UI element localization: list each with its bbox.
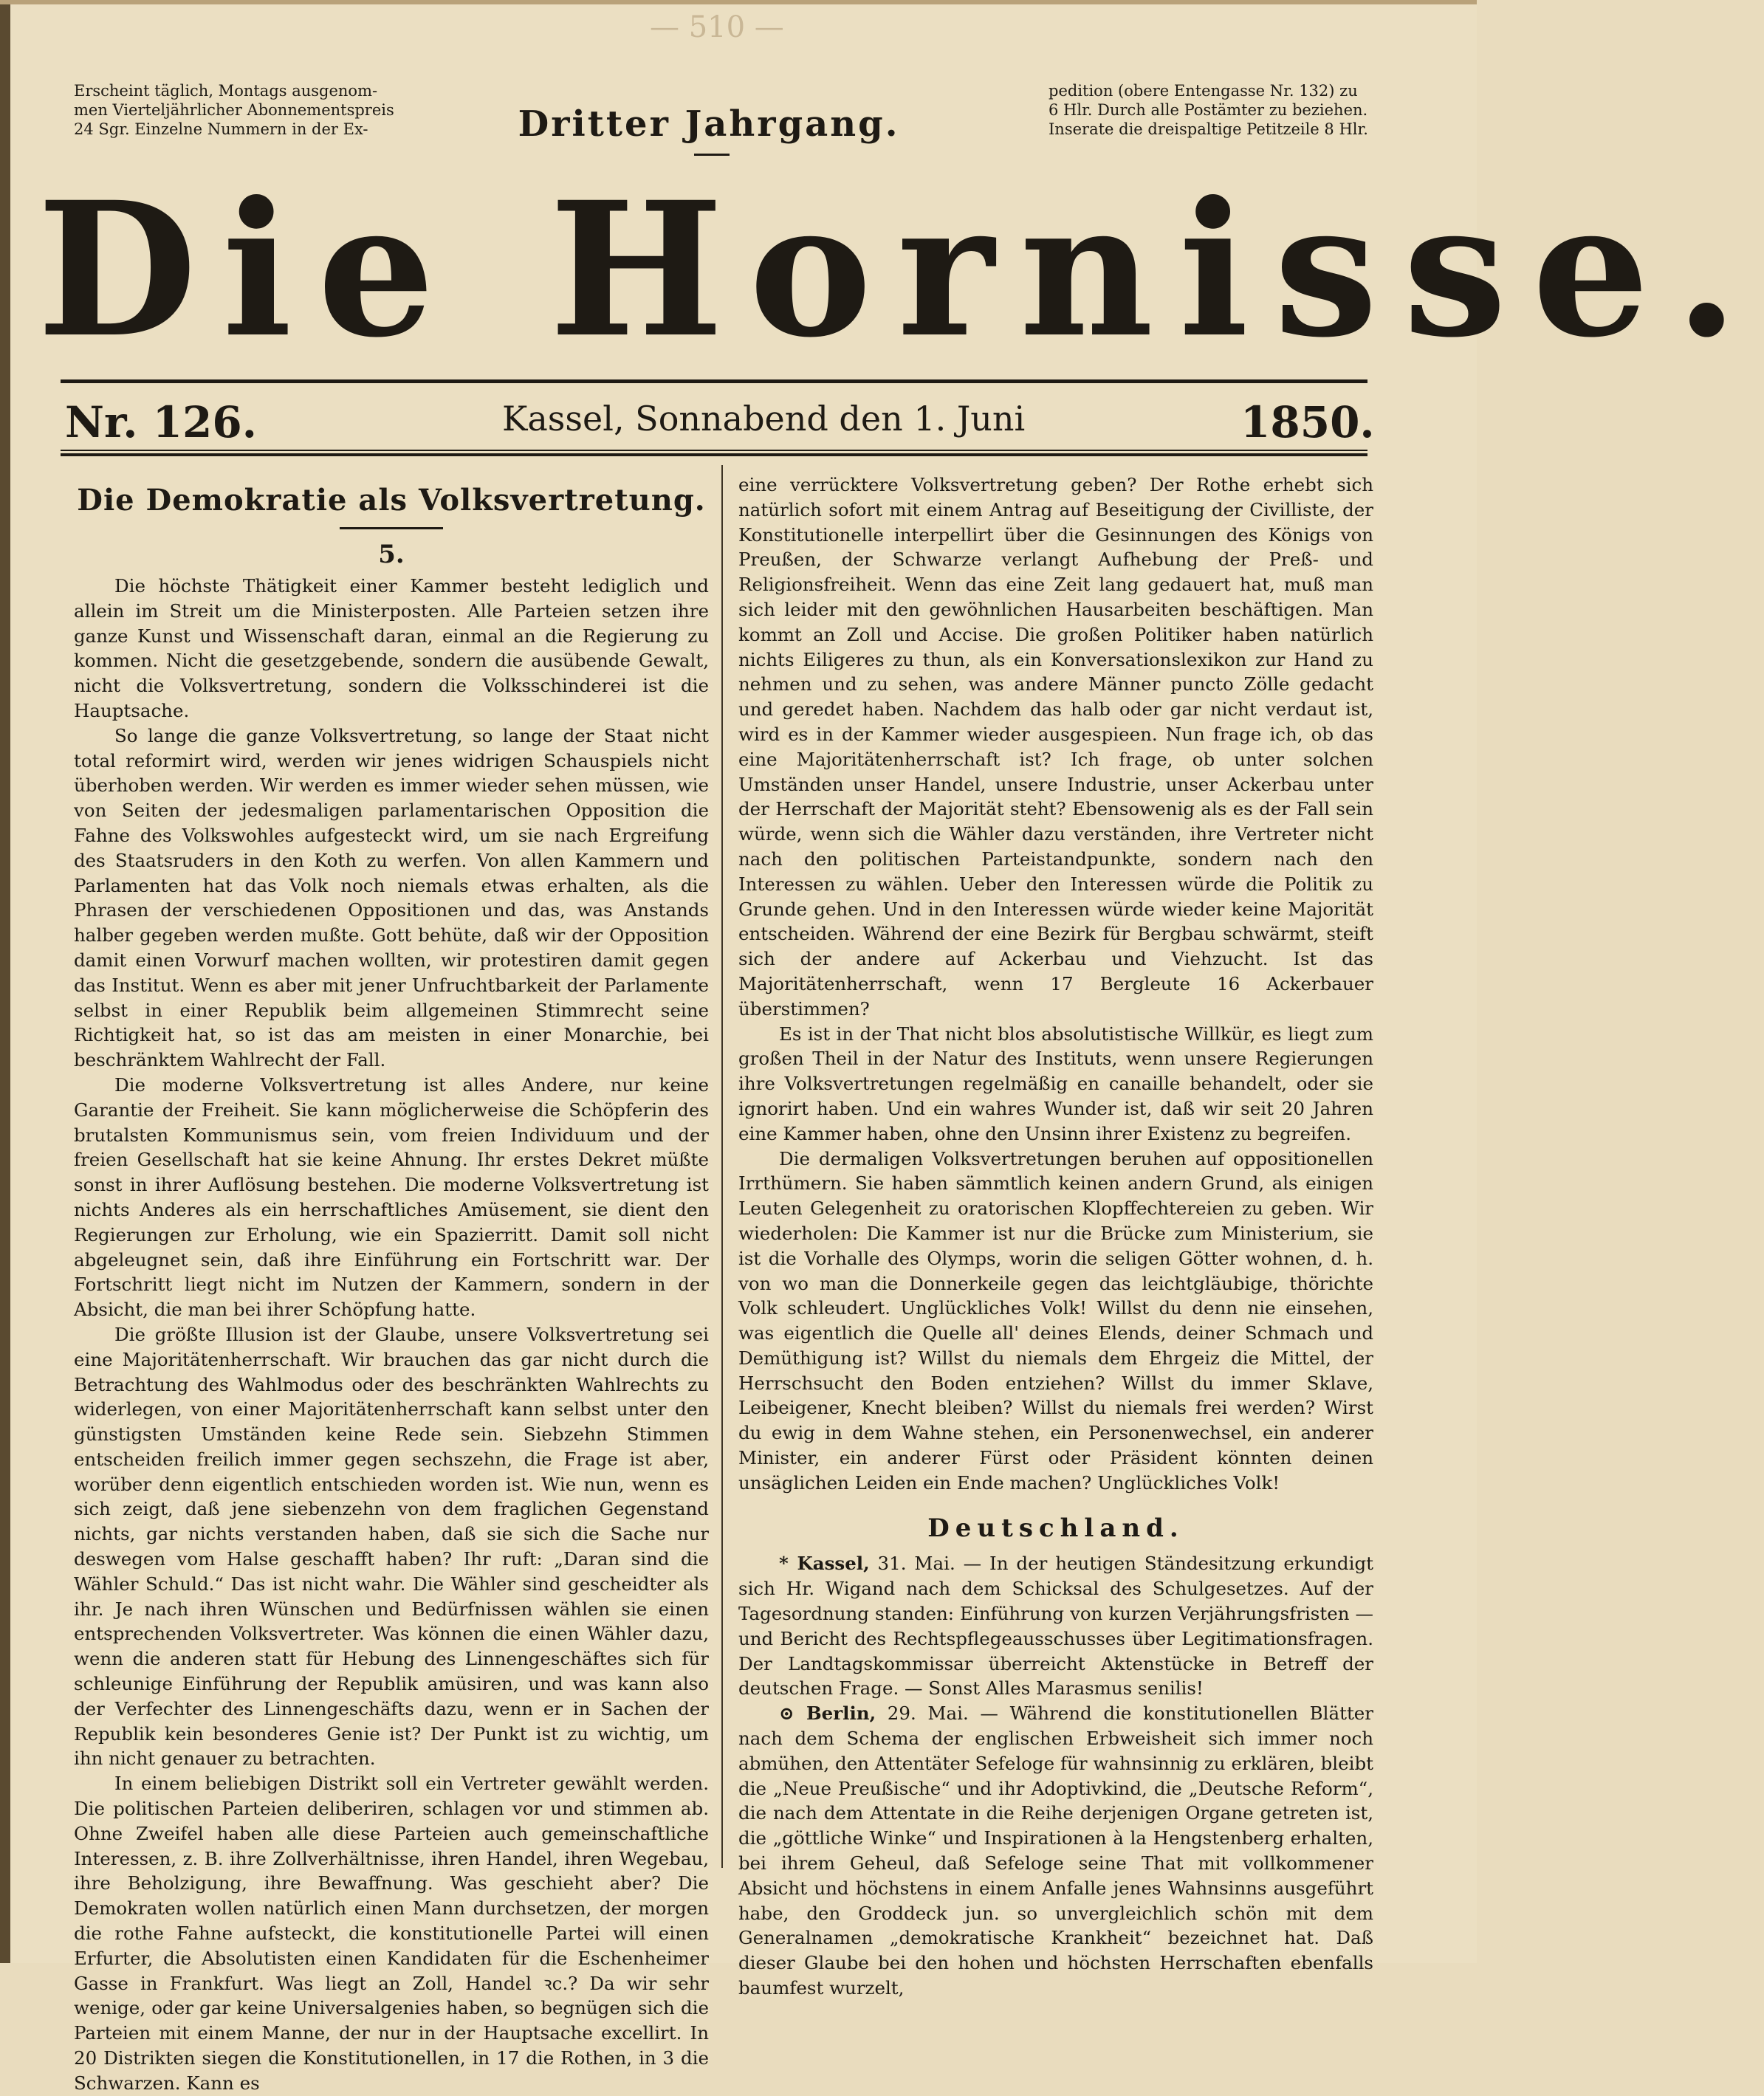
notice-line: Inserate die dreispaltige Petitzeile 8 Hlr. — [1049, 120, 1368, 138]
article-paragraph: Es ist in der That nicht blos absolutistische Willkür, es liegt zum großen Theil in der Natur des Instituts, wenn unsere Regierungen ihre Volksvertretungen regelmäßig en canaille behandelt, oder sie ignorirt haben. Und ein wahres Wunder ist, daß wir seit 20 Jahren eine Kammer haben, ohne den Unsinn ihrer Existenz zu begreifen. — [738, 1023, 1373, 1144]
volume-rule — [694, 154, 730, 156]
right-column — [738, 473, 1373, 2001]
masthead-title: Die Hornisse. — [37, 161, 1764, 378]
column-divider — [721, 465, 723, 1868]
article-part-number: 5. — [378, 540, 405, 569]
news-item — [738, 1551, 1373, 1701]
subscription-notice-right — [1049, 81, 1366, 139]
article-paragraph: So lange die ganze Volksvertretung, so lange der Staat nicht total reformirt wird, werden wir jenes widrigen Schauspiels nicht überhoben werden. Wir werden es immer wieder sehen müssen, wie von Seiten der jedesmaligen parlamentarischen Opposition die Fahne des Volkswohles aufgesteckt wird, um sie nach Ergreifung des Staatsruders in den Koth zu werfen. Von allen Kammern und Parlamenten hat das Volk noch niemals etwas erhalten, als die Phrasen der verschiedenen Oppositionen und das, was Anstands halber gegeben werden mußte. Gott behüte, daß wir der Opposition damit einen Vorwurf machen wollten, wir protestiren damit gegen das Institut. Wenn es aber mit jener Unfruchtbarkeit der Parlamente selbst in einer Republik beim allgemeinen Stimmrecht seine Richtigkeit hat, so ist das am meisten in einer Monarchie, bei beschränktem Wahlrecht der Fall. — [74, 724, 709, 1071]
issue-number: Nr. 126. — [65, 397, 257, 447]
article-title: Die Demokratie als Volksvertretung. — [77, 483, 706, 518]
news-item — [738, 1701, 1373, 2001]
issue-year: 1850. — [1240, 397, 1375, 447]
article-paragraph: Die dermaligen Volksvertretungen beruhen auf oppositionellen Irrthümern. Sie haben sämmtlich keinen andern Grund, als einigen Leuten Gelegenheit zu oratorischen Klopffechtereien zu geben. Wir wiederholen: Die Kammer ist nur die Brücke zum Ministerium, sie ist die Vorhalle des Olymps, worin die seligen Götter wohnen, d. h. von wo man die Donnerkeile gegen das leichtgläubige, thörichte Volk schleudert. Unglückliches Volk! Willst du denn nie einsehen, was eigentlich die Quelle all' deines Elends, deiner Schmach und Demüthigung ist? Willst du niemals dem Ehrgeiz die Mittel, der Herrschsucht den Boden entziehen? Willst du immer Sklave, Leibeigener, Knecht bleiben? Willst du niemals frei werden? Wirst du ewig in dem Wahne stehen, ein Personenwechsel, ein anderer Minister, ein anderer Fürst oder Präsident könnten deinen unsäglichen Leiden ein Ende machen? Unglückliches Volk! — [738, 1147, 1373, 1494]
article-paragraph: Die moderne Volksvertretung ist alles Andere, nur keine Garantie der Freiheit. Sie kann möglicherweise die Schöpferin des brutalsten Kommunismus sein, vom freien Individuum und der freien Gesellschaft hat sie keine Ahnung. Ihr erstes Dekret müßte sonst in ihrer Auflösung bestehen. Die moderne Volksvertretung ist nichts Anderes als ein herrschaftliches Amüsement, sie dient den Regierungen zur Erholung, wie ein Spazierritt. Damit soll nicht abgeleugnet sein, daß ihre Einführung ein Fortschritt war. Der Fortschritt liegt nicht im Nutzen der Kammern, sondern in der Absicht, die man bei ihrer Schöpfung hatte. — [74, 1073, 709, 1321]
notice-line: pedition (obere Entengasse Nr. 132) zu — [1049, 82, 1358, 100]
notice-line: Erscheint täglich, Montags ausgenom- — [74, 82, 378, 100]
news-text: 31. Mai. — In der heutigen Ständesitzung erkundigt sich Hr. Wigand nach dem Schicksal des Schulgesetzes. Auf der Tagesordnung standen: Einführung von kurzen Verjährungsfristen — und Bericht des Rechtspflegeausschusses über Legitimationsfragen. Der Landtagskommissar überreicht Aktenstücke in Betreff der deutschen Frage. — Sonst Alles Marasmus senilis! — [738, 1553, 1373, 1700]
article-paragraph: In einem beliebigen Distrikt soll ein Vertreter gewählt werden. Die politischen Parteien deliberiren, schlagen vor und stimmen ab. Ohne Zweifel haben alle diese Parteien auch gemeinschaftliche Interessen, z. B. ihre Zollverhältnisse, ihren Handel, ihren Wegebau, ihre Beholzigung, ihre Bewaffnung. Was geschieht aber? Die Demokraten wollen natürlich einen Mann durchsetzen, der morgen die rothe Fahne aufsteckt, die konstitutionelle Partei will einen Erfurter, die Absolutisten einen Kandidaten für die Eschenheimer Gasse in Frankfurt. Was liegt an Zoll, Handel ꝛc.? Da wir sehr wenige, oder gar keine Universalgenies haben, so begnügen sich die Parteien mit einem Manne, der nur in der Hauptsache excellirt. In 20 Distrikten siegen die Konstitutionellen, in 17 die Rothen, in 3 die Schwarzen. Kann es — [74, 1773, 709, 2094]
subscription-notice-left — [74, 81, 394, 139]
news-dateline: ⊙ Berlin, — [779, 1702, 876, 1725]
page-top-edge — [0, 0, 1477, 4]
dateline-rule-thick — [61, 453, 1367, 456]
page-number: — 510 — — [650, 10, 784, 44]
page-binding-edge — [0, 0, 10, 1963]
news-dateline: * Kassel, — [779, 1553, 870, 1575]
notice-line: 6 Hlr. Durch alle Postämter zu beziehen. — [1049, 101, 1368, 119]
article-paragraph: Die höchste Thätigkeit einer Kammer besteht lediglich und allein im Streit um die Ministerposten. Alle Parteien setzen ihre ganze Kunst und Wissenschaft daran, einmal an die Regierung zu kommen. Nicht die gesetzgebende, sondern die ausübende Gewalt, nicht die Volksvertretung, sondern die Volksschinderei ist die Hauptsache. — [74, 575, 709, 721]
dateline-rule-thin — [61, 450, 1367, 451]
left-column — [74, 473, 709, 2096]
news-text: 29. Mai. — Während die konstitutionellen Blätter nach dem Schema der englischen Erbweisheit sich immer noch abmühen, den Attentäter Sefeloge für wahnsinnig zu erklären, bleibt die „Neue Preußische“ und ihr Adoptivkind, die „Deutsche Reform“, die nach dem Attentate in die Reihe derjenigen Organe getreten ist, die „göttliche Winke“ und Inspirationen à la Hengstenberg erhalten, bei ihrem Geheul, daß Sefeloge seine That mit vollkommener Absicht und höchstens in einem Anfalle jenes Wahnsinns ausgeführt habe, den Groddeck jun. so unvergleichlich schön mit dem Generalnamen „demokratische Krankheit“ bezeichnet hat. Daß dieser Glaube bei den hohen und höchsten Herrschaften ebenfalls baumfest wurzelt, — [738, 1702, 1374, 1999]
issue-place-date: Kassel, Sonnabend den 1. Juni — [502, 399, 1026, 439]
notice-line: 24 Sgr. Einzelne Nummern in der Ex- — [74, 120, 368, 138]
title-rule — [340, 527, 443, 529]
article-paragraph: eine verrücktere Volksvertretung geben? Der Rothe erhebt sich natürlich sofort mit einem Antrag auf Beseitigung der Civilliste, der Konstitutionelle interpellirt über die Gesinnungen des Königs von Preußen, der Schwarze verlangt Aufhebung der Preß- und Religionsfreiheit. Wenn das eine Zeit lang gedauert hat, muß man sich leider mit den gewöhnlichen Hausarbeiten beschäftigen. Man kommt an Zoll und Accise. Die großen Politiker haben natürlich nichts Eiligeres zu thun, als ein Konversationslexikon zur Hand zu nehmen und zu sehen, was andere Männer puncto Zölle gedacht und geredet haben. Nachdem das halb oder gar nicht verdaut ist, wird es in der Kammer wieder ausgespieen. Nun frage ich, ob das eine Majoritätenherrschaft ist? Ich frage, ob unter solchen Umständen unser Handel, unsere Industrie, unser Ackerbau unter der Herrschaft der Majorität steht? Ebensowenig als es der Fall sein würde, wenn sich die Wähler dazu verständen, ihre Vertreter nicht nach den politischen Parteistandpunkte, sondern nach den Interessen zu wählen. Ueber den Interessen würde die Politik zu Grunde gehen. Und in den Interessen würde wieder keine Majorität entscheiden. Während der eine Bezirk für Bergbau schwärmt, steift sich der andere auf Ackerbau und Viehzucht. Ist das Majoritätenherrschaft, wenn 17 Bergleute 16 Ackerbauer überstimmen? — [738, 474, 1373, 1020]
notice-line: men Vierteljährlicher Abonnementspreis — [74, 101, 394, 119]
volume-label: Dritter Jahrgang. — [518, 103, 900, 145]
masthead-rule — [61, 379, 1367, 383]
article-paragraph: Die größte Illusion ist der Glaube, unsere Volksvertretung sei eine Majoritätenherrschaft. Wir brauchen das gar nicht durch die Betrachtung des Wahlmodus oder des beschränkten Wahlrechts zu widerlegen, von einer Majoritätenherrschaft kann selbst unter den günstigsten Umständen keine Rede sein. Siebzehn Stimmen entscheiden freilich immer gegen sechszehn, die Frage ist aber, worüber denn eigentlich entschieden worden ist. Wie nun, wenn es sich zeigt, daß jene siebenzehn von dem fraglichen Gegenstand nichts, gar nichts verstanden haben, daß sie sich die Sache nur deswegen vom Halse geschafft haben? Ihr ruft: „Daran sind die Wähler Schuld.“ Das ist nicht wahr. Die Wähler sind gescheidter als ihr. Je nach ihren Wünschen und Bedürfnissen wählen sie einen entsprechenden Volksvertreter. Was können die einen Wähler dazu, wenn die anderen statt für Hebung des Linnengeschäftes sich für schleunige Einführung der Republik amüsiren, und was kann also der Verfechter des Linnengeschäfts dazu, wenn er in Sachen der Republik kein besonderes Genie ist? Der Punkt ist zu wichtig, um ihn nicht genauer zu betrachten. — [74, 1323, 709, 1770]
section-heading-deutschland: Deutschland. — [927, 1513, 1184, 1543]
